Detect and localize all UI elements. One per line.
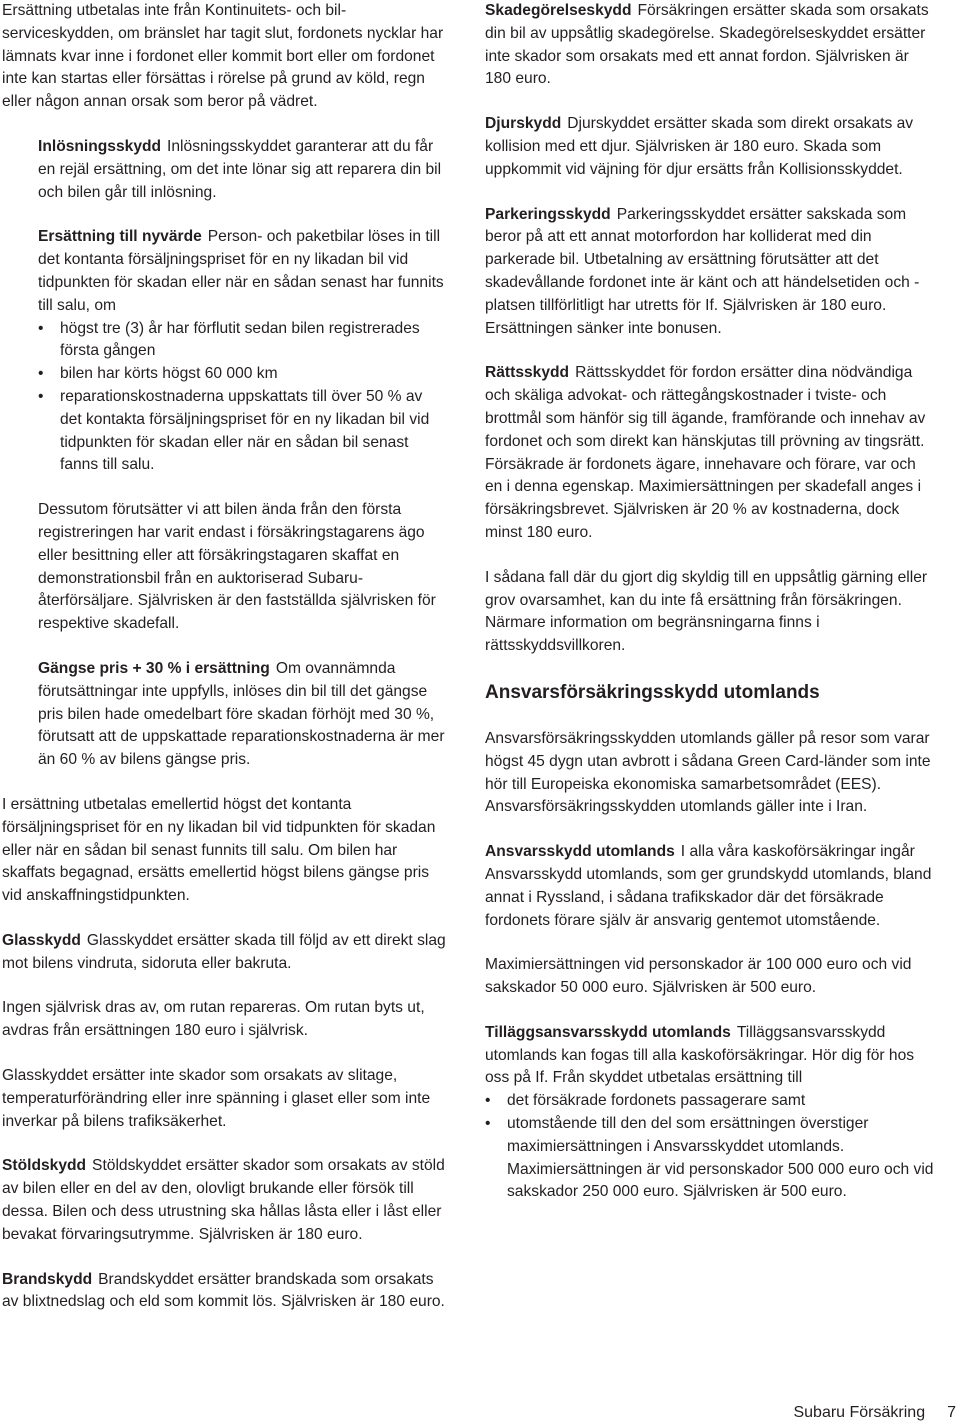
maxiersattning-paragraph: Maximiersättningen vid personskador är 100 000 euro och vid sakskador 50 000 euro. Självrisken är 500 euro. — [485, 956, 912, 997]
gangse-pris-section — [2, 658, 447, 772]
footer-brand: Subaru Försäkring — [793, 1404, 926, 1421]
djurskydd-text: Djurskyddet ersätter skada som direkt orsakats av kollision med ett djur. Självrisken är 180 euro. Skada som uppkommit vid väjning för djur ersätts från Kollisionsskyddet. — [485, 115, 914, 178]
ansvarsskydd-heading: Ansvarsskydd utomlands — [485, 843, 675, 861]
right-column — [485, 0, 935, 1204]
intro-paragraph: Ersättning utbetalas inte från Kontinuitets- och bilserviceskydden, om bränslet har tagit slut, fordonets nycklar har lämnats kvar inne i fordonet eller kommit bort eller om fordonet inte kan startas eller försättas i rörelse på grund av köld, regn eller någon annan orsak som beror på vädret. — [2, 2, 444, 111]
page-number: 7 — [947, 1404, 956, 1421]
list-item: • utomstående till den del som ersättningen överstiger maximiersättningen i Ansvarsskyddet utomlands. Maximiersättningen är vid personskador 500 000 euro och vid sakskador 250 000 euro. Självrisken är 500 euro. — [485, 1113, 935, 1204]
rattsskydd-section — [485, 362, 935, 544]
tillaggsansvarsskydd-section — [485, 1022, 935, 1204]
nyvarde-extra-paragraph: Dessutom förutsätter vi att bilen ända från den första registreringen har varit endast i försäkringstagarens ägo eller besittning eller att försäkringstagaren skaffat en demonstrationsbil från en auktoriserad Subaru-återförsäljare. Självrisken är den fastställda självrisken för respektive skadefall. — [38, 501, 436, 633]
tillagg-bullet-list — [485, 1090, 935, 1204]
skadegorelseskydd-section — [485, 0, 935, 91]
stoldskydd-text: Stöldskyddet ersätter skador som orsakats av stöld av bilen eller en del av den, olovligt brukande eller försök till dessa. Bilen och dess utrustning ska hållas låsta eller i låst eller bevakat förvaringsutrymme. Självrisken är 180 euro. — [2, 1157, 445, 1243]
ansvarsskydd-text: I alla våra kaskoförsäkringar ingår Ansvarsskydd utomlands, som ger grundskydd utomlands, bland annat i Ryssland, i sådana trafikskador där det försäkrade fordonets förare själv är ansvarig gentemot utomstående. — [485, 843, 932, 929]
inlosningsskydd-text: Inlösningsskyddet garanterar att du får en rejäl ersättning, om det inte lönar sig att reparera din bil och bilen går till inlösning. — [38, 137, 442, 201]
glasskydd-paragraph-3: Glasskyddet ersätter inte skador som orsakats av slitage, temperaturförändring eller inre spänning i glaset eller som inte inverkar på bilens trafiksäkerhet. — [2, 1067, 431, 1130]
glasskydd-heading: Glasskydd — [2, 931, 81, 949]
glasskydd-text: Glasskyddet ersätter skada till följd av ett direkt slag mot bilens vindruta, sidoruta eller bakruta. — [2, 931, 446, 972]
brandskydd-section — [2, 1269, 447, 1315]
rattsskydd-text: Rättsskyddet för fordon ersätter dina nödvändiga och skäliga advokat- och rättegångskostnader i tviste- och brottmål som hänför sig till ägande, framförande och innehav av fordonet och som direkt kan hänskjutas till prövning av tingsrätt. Försäkrade är fordonets ägare, innehavare och förare, var och en i denna egenskap. Maximiersättningen per skadefall anges i försäkringsbrevet. Självrisken är 20 % av kostnaderna, dock minst 180 euro. — [485, 364, 926, 541]
inlosningsskydd-heading: Inlösningsskydd — [38, 137, 162, 155]
tillaggsansvarsskydd-text: Tilläggsansvarsskydd utomlands kan fogas till alla kaskoförsäkringar. Hör dig för hos oss på If. Från skyddet utbetalas ersättning till — [485, 1023, 915, 1087]
list-item: • reparationskostnaderna uppskattats till över 50 % av det kontakta försäljningspriset för en ny likadan bil vid tidpunkten för skadan eller när en sådan bil senast fanns till salu. — [38, 386, 447, 477]
skadegorelseskydd-text: Försäkringen ersätter skada som orsakats din bil av uppsåtlig skadegörelse. Skadegörelseskyddet ersätter inte skador som orsakats med ett annat fordon. Självrisken är 180 euro. — [485, 2, 929, 88]
nyvarde-heading: Ersättning till nyvärde — [38, 228, 202, 246]
parkeringsskydd-text: Parkeringsskyddet ersätter sakskada som beror på att ett annat motorfordon har kolliderat med din parkerade bil. Utbetalning av ersättning förutsätter att det skadevållande fordonet inte är känt och att händelsetiden och -platsen tillförlitligt har utretts för If. Självrisken är 180 euro. Ersättningen sänker inte bonusen. — [485, 205, 920, 337]
page-footer — [793, 1402, 956, 1425]
max-compensation-paragraph: I ersättning utbetalas emellertid högst det kontanta försäljningspriset för en ny likadan bil vid tidpunkten för skadan eller när en sådan bil senast funnits till salu. Om bilen har skaffats begagnad, ersätts emellertid högst bilens gängse pris vid anskaffningstidpunkten. — [2, 795, 436, 905]
ansvarsskydd-section — [485, 841, 935, 932]
tillaggsansvarsskydd-heading: Tilläggsansvarsskydd utomlands — [485, 1023, 731, 1041]
glasskydd-paragraph-2: Ingen självrisk dras av, om rutan repareras. Om rutan byts ut, avdras från ersättningen 180 euro i självrisk. — [2, 999, 425, 1040]
ansvarsforsakring-paragraph: Ansvarsförsäkringsskydden utomlands gäller på resor som varar högst 45 dygn utan avbrott i sådana Green Card-länder som inte hör till Europeiska ekonomiska samarbetsområdet (EES). Ansvarsförsäkringsskydden utomlands gäller inte i Iran. — [485, 729, 931, 816]
parkeringsskydd-heading: Parkeringsskydd — [485, 205, 611, 223]
parkeringsskydd-section — [485, 204, 935, 341]
glasskydd-section — [2, 930, 447, 976]
inlosningsskydd-section — [2, 136, 447, 204]
skadegorelseskydd-heading: Skadegörelseskydd — [485, 2, 632, 19]
stoldskydd-heading: Stöldskydd — [2, 1157, 87, 1175]
section-title: Ansvarsförsäkringsskydd utomlands — [485, 681, 820, 703]
left-column — [2, 0, 447, 1314]
stoldskydd-section — [2, 1155, 447, 1246]
list-item: • bilen har körts högst 60 000 km — [38, 363, 447, 386]
list-item: • högst tre (3) år har förflutit sedan bilen registrerades första gången — [38, 318, 447, 364]
brandskydd-text: Brandskyddet ersätter brandskada som orsakats av blixtnedslag och eld som kommit lös. Självrisken är 180 euro. — [2, 1270, 445, 1311]
djurskydd-section — [485, 113, 935, 181]
djurskydd-heading: Djurskydd — [485, 115, 562, 133]
list-item: • det försäkrade fordonets passagerare samt — [485, 1090, 935, 1113]
gangse-pris-heading: Gängse pris + 30 % i ersättning — [38, 659, 270, 677]
brandskydd-heading: Brandskydd — [2, 1270, 93, 1288]
nyvarde-text: Person- och paketbilar löses in till det kontanta försäljningspriset för en ny likadan bil vid tidpunkten för skadan eller när en sådan senast har funnits till salu, om — [38, 228, 444, 314]
nyvarde-section — [2, 226, 447, 636]
uppsatlig-paragraph: I sådana fall där du gjort dig skyldig till en uppsåtlig gärning eller grov ovarsamhet, kan du inte få ersättning från försäkringen. Närmare information om begränsningarna finns i rättsskyddsvillkoren. — [485, 568, 928, 655]
rattsskydd-heading: Rättsskydd — [485, 364, 570, 382]
gangse-pris-text: Om ovannämnda förutsättningar inte uppfylls, inlöses din bil till det gängse pris bilen hade omedelbart före skadan förhöjt med 30 %, förutsatt att de uppskattade reparationskostnaderna är mer än 60 % av bilens gängse pris. — [38, 659, 445, 769]
nyvarde-bullet-list — [38, 318, 447, 478]
